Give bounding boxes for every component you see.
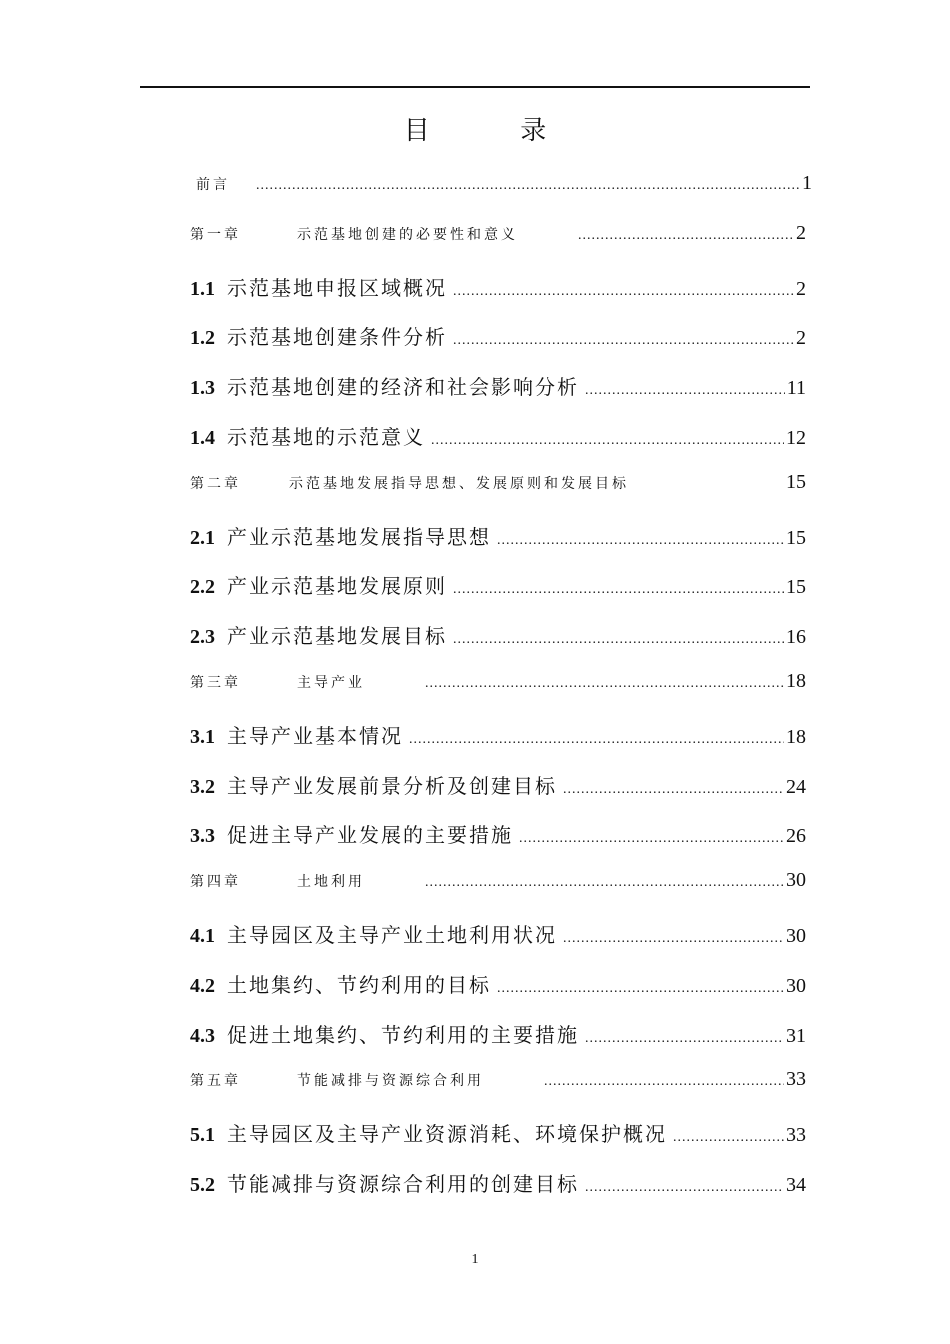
toc-section-entry[interactable] bbox=[190, 321, 806, 351]
toc-section-title: 示范基地申报区域概况 bbox=[227, 278, 447, 300]
toc-page-number: 15 bbox=[786, 576, 806, 598]
toc-chapter-title: 示范基地发展指导思想、发展原则和发展目标 bbox=[289, 477, 629, 492]
toc-section-number: 4.1 bbox=[190, 925, 215, 947]
toc-chapter-label: 第四章 bbox=[190, 875, 241, 890]
toc-section-entry[interactable] bbox=[190, 272, 806, 302]
toc-section-number: 5.1 bbox=[190, 1124, 215, 1146]
toc-page-number: 11 bbox=[786, 377, 806, 399]
toc-section-number: 4.2 bbox=[190, 975, 215, 997]
toc-chapter-entry[interactable] bbox=[190, 869, 806, 899]
toc-section-entry[interactable] bbox=[190, 371, 806, 401]
toc-section-title: 产业示范基地发展指导思想 bbox=[227, 527, 491, 549]
toc-chapter-entry[interactable] bbox=[196, 172, 812, 202]
toc-page-number: 30 bbox=[786, 925, 806, 947]
toc-chapter-entry[interactable] bbox=[190, 1068, 806, 1098]
toc-section-title: 产业示范基地发展目标 bbox=[227, 626, 447, 648]
toc-section-entry[interactable] bbox=[190, 620, 806, 650]
toc-chapter-title: 主导产业 bbox=[297, 676, 365, 691]
toc-section-number: 5.2 bbox=[190, 1174, 215, 1196]
toc-section-number: 3.1 bbox=[190, 726, 215, 748]
toc-section-title: 土地集约、节约利用的目标 bbox=[227, 975, 491, 997]
toc-chapter-entry[interactable] bbox=[190, 670, 806, 700]
toc-leader-dots bbox=[425, 875, 784, 891]
toc-section-title: 主导园区及主导产业土地利用状况 bbox=[227, 925, 557, 947]
toc-section-entry[interactable] bbox=[190, 1168, 806, 1198]
toc-page-number: 24 bbox=[786, 776, 806, 798]
toc-page-number: 33 bbox=[786, 1068, 806, 1090]
toc-page-number: 15 bbox=[786, 471, 806, 493]
toc-section-title: 促进土地集约、节约利用的主要措施 bbox=[227, 1025, 579, 1047]
toc-chapter-entry[interactable] bbox=[190, 222, 806, 252]
toc-page-number: 2 bbox=[796, 278, 806, 300]
toc-page-number: 33 bbox=[786, 1124, 806, 1146]
toc-page-number: 18 bbox=[786, 726, 806, 748]
toc-chapter-label: 第三章 bbox=[190, 676, 241, 691]
toc-leader-dots bbox=[563, 782, 784, 798]
toc-leader-dots bbox=[453, 582, 784, 598]
toc-leader-dots bbox=[673, 1130, 784, 1146]
toc-section-number: 2.1 bbox=[190, 527, 215, 549]
toc-leader-dots bbox=[519, 831, 784, 847]
toc-section-title: 促进主导产业发展的主要措施 bbox=[227, 825, 513, 847]
toc-section-title: 产业示范基地发展原则 bbox=[227, 576, 447, 598]
page-number: 1 bbox=[471, 1252, 479, 1267]
toc-section-entry[interactable] bbox=[190, 969, 806, 999]
toc-page-number: 16 bbox=[786, 626, 806, 648]
toc-page-number: 30 bbox=[786, 975, 806, 997]
toc-page-number: 1 bbox=[802, 172, 812, 194]
toc-section-entry[interactable] bbox=[190, 570, 806, 600]
toc-section-title: 示范基地创建的经济和社会影响分析 bbox=[227, 377, 579, 399]
toc-section-entry[interactable] bbox=[190, 1019, 806, 1049]
toc-section-title: 主导产业基本情况 bbox=[227, 726, 403, 748]
toc-chapter-label: 第五章 bbox=[190, 1074, 241, 1089]
toc-section-number: 1.1 bbox=[190, 278, 215, 300]
toc-leader-dots bbox=[544, 1074, 784, 1090]
toc-section-title: 节能减排与资源综合利用的创建目标 bbox=[227, 1174, 579, 1196]
toc-section-number: 3.2 bbox=[190, 776, 215, 798]
toc-leader-dots bbox=[497, 533, 784, 549]
toc-section-title: 主导产业发展前景分析及创建目标 bbox=[227, 776, 557, 798]
toc-section-number: 2.2 bbox=[190, 576, 215, 598]
toc-section-number: 2.3 bbox=[190, 626, 215, 648]
toc-section-title: 示范基地的示范意义 bbox=[227, 427, 425, 449]
toc-page-number: 31 bbox=[786, 1025, 806, 1047]
toc-section-title: 主导园区及主导产业资源消耗、环境保护概况 bbox=[227, 1124, 667, 1146]
toc-chapter-entry[interactable] bbox=[190, 471, 806, 501]
toc-leader-dots bbox=[585, 1180, 784, 1196]
toc-section-number: 3.3 bbox=[190, 825, 215, 847]
toc-page-number: 18 bbox=[786, 670, 806, 692]
toc-page-number: 34 bbox=[786, 1174, 806, 1196]
toc-page-number: 15 bbox=[786, 527, 806, 549]
toc-chapter-label: 第二章 bbox=[190, 477, 241, 492]
toc-leader-dots bbox=[578, 228, 794, 244]
toc-section-entry[interactable] bbox=[190, 421, 806, 451]
toc-section-entry[interactable] bbox=[190, 1118, 806, 1148]
toc-leader-dots bbox=[453, 333, 794, 349]
toc-chapter-title: 节能减排与资源综合利用 bbox=[297, 1074, 484, 1089]
toc-leader-dots bbox=[409, 732, 784, 748]
toc-leader-dots bbox=[585, 1031, 784, 1047]
toc-leader-dots bbox=[425, 676, 784, 692]
toc-chapter-label: 第一章 bbox=[190, 228, 241, 243]
toc-section-number: 1.3 bbox=[190, 377, 215, 399]
toc-leader-dots bbox=[256, 178, 800, 194]
toc-section-entry[interactable] bbox=[190, 819, 806, 849]
toc-leader-dots bbox=[453, 632, 784, 648]
toc-leader-dots bbox=[563, 931, 784, 947]
toc-chapter-title: 示范基地创建的必要性和意义 bbox=[297, 228, 518, 243]
toc-section-title: 示范基地创建条件分析 bbox=[227, 327, 447, 349]
toc-leader-dots bbox=[453, 284, 794, 300]
toc-chapter-label: 前言 bbox=[196, 178, 230, 193]
document-title: 目 录 bbox=[403, 116, 589, 145]
toc-chapter-title: 土地利用 bbox=[297, 875, 365, 890]
toc-section-entry[interactable] bbox=[190, 521, 806, 551]
toc-leader-dots bbox=[585, 383, 785, 399]
toc-page-number: 2 bbox=[796, 327, 806, 349]
toc-page-number: 30 bbox=[786, 869, 806, 891]
toc-section-number: 4.3 bbox=[190, 1025, 215, 1047]
toc-section-number: 1.4 bbox=[190, 427, 215, 449]
toc-leader-dots bbox=[497, 981, 784, 997]
toc-section-entry[interactable] bbox=[190, 770, 806, 800]
toc-page-number: 26 bbox=[786, 825, 806, 847]
toc-section-entry[interactable] bbox=[190, 919, 806, 949]
toc-leader-dots bbox=[431, 433, 784, 449]
toc-section-entry[interactable] bbox=[190, 720, 806, 750]
toc-section-number: 1.2 bbox=[190, 327, 215, 349]
toc-page-number: 12 bbox=[786, 427, 806, 449]
toc-page-number: 2 bbox=[796, 222, 806, 244]
